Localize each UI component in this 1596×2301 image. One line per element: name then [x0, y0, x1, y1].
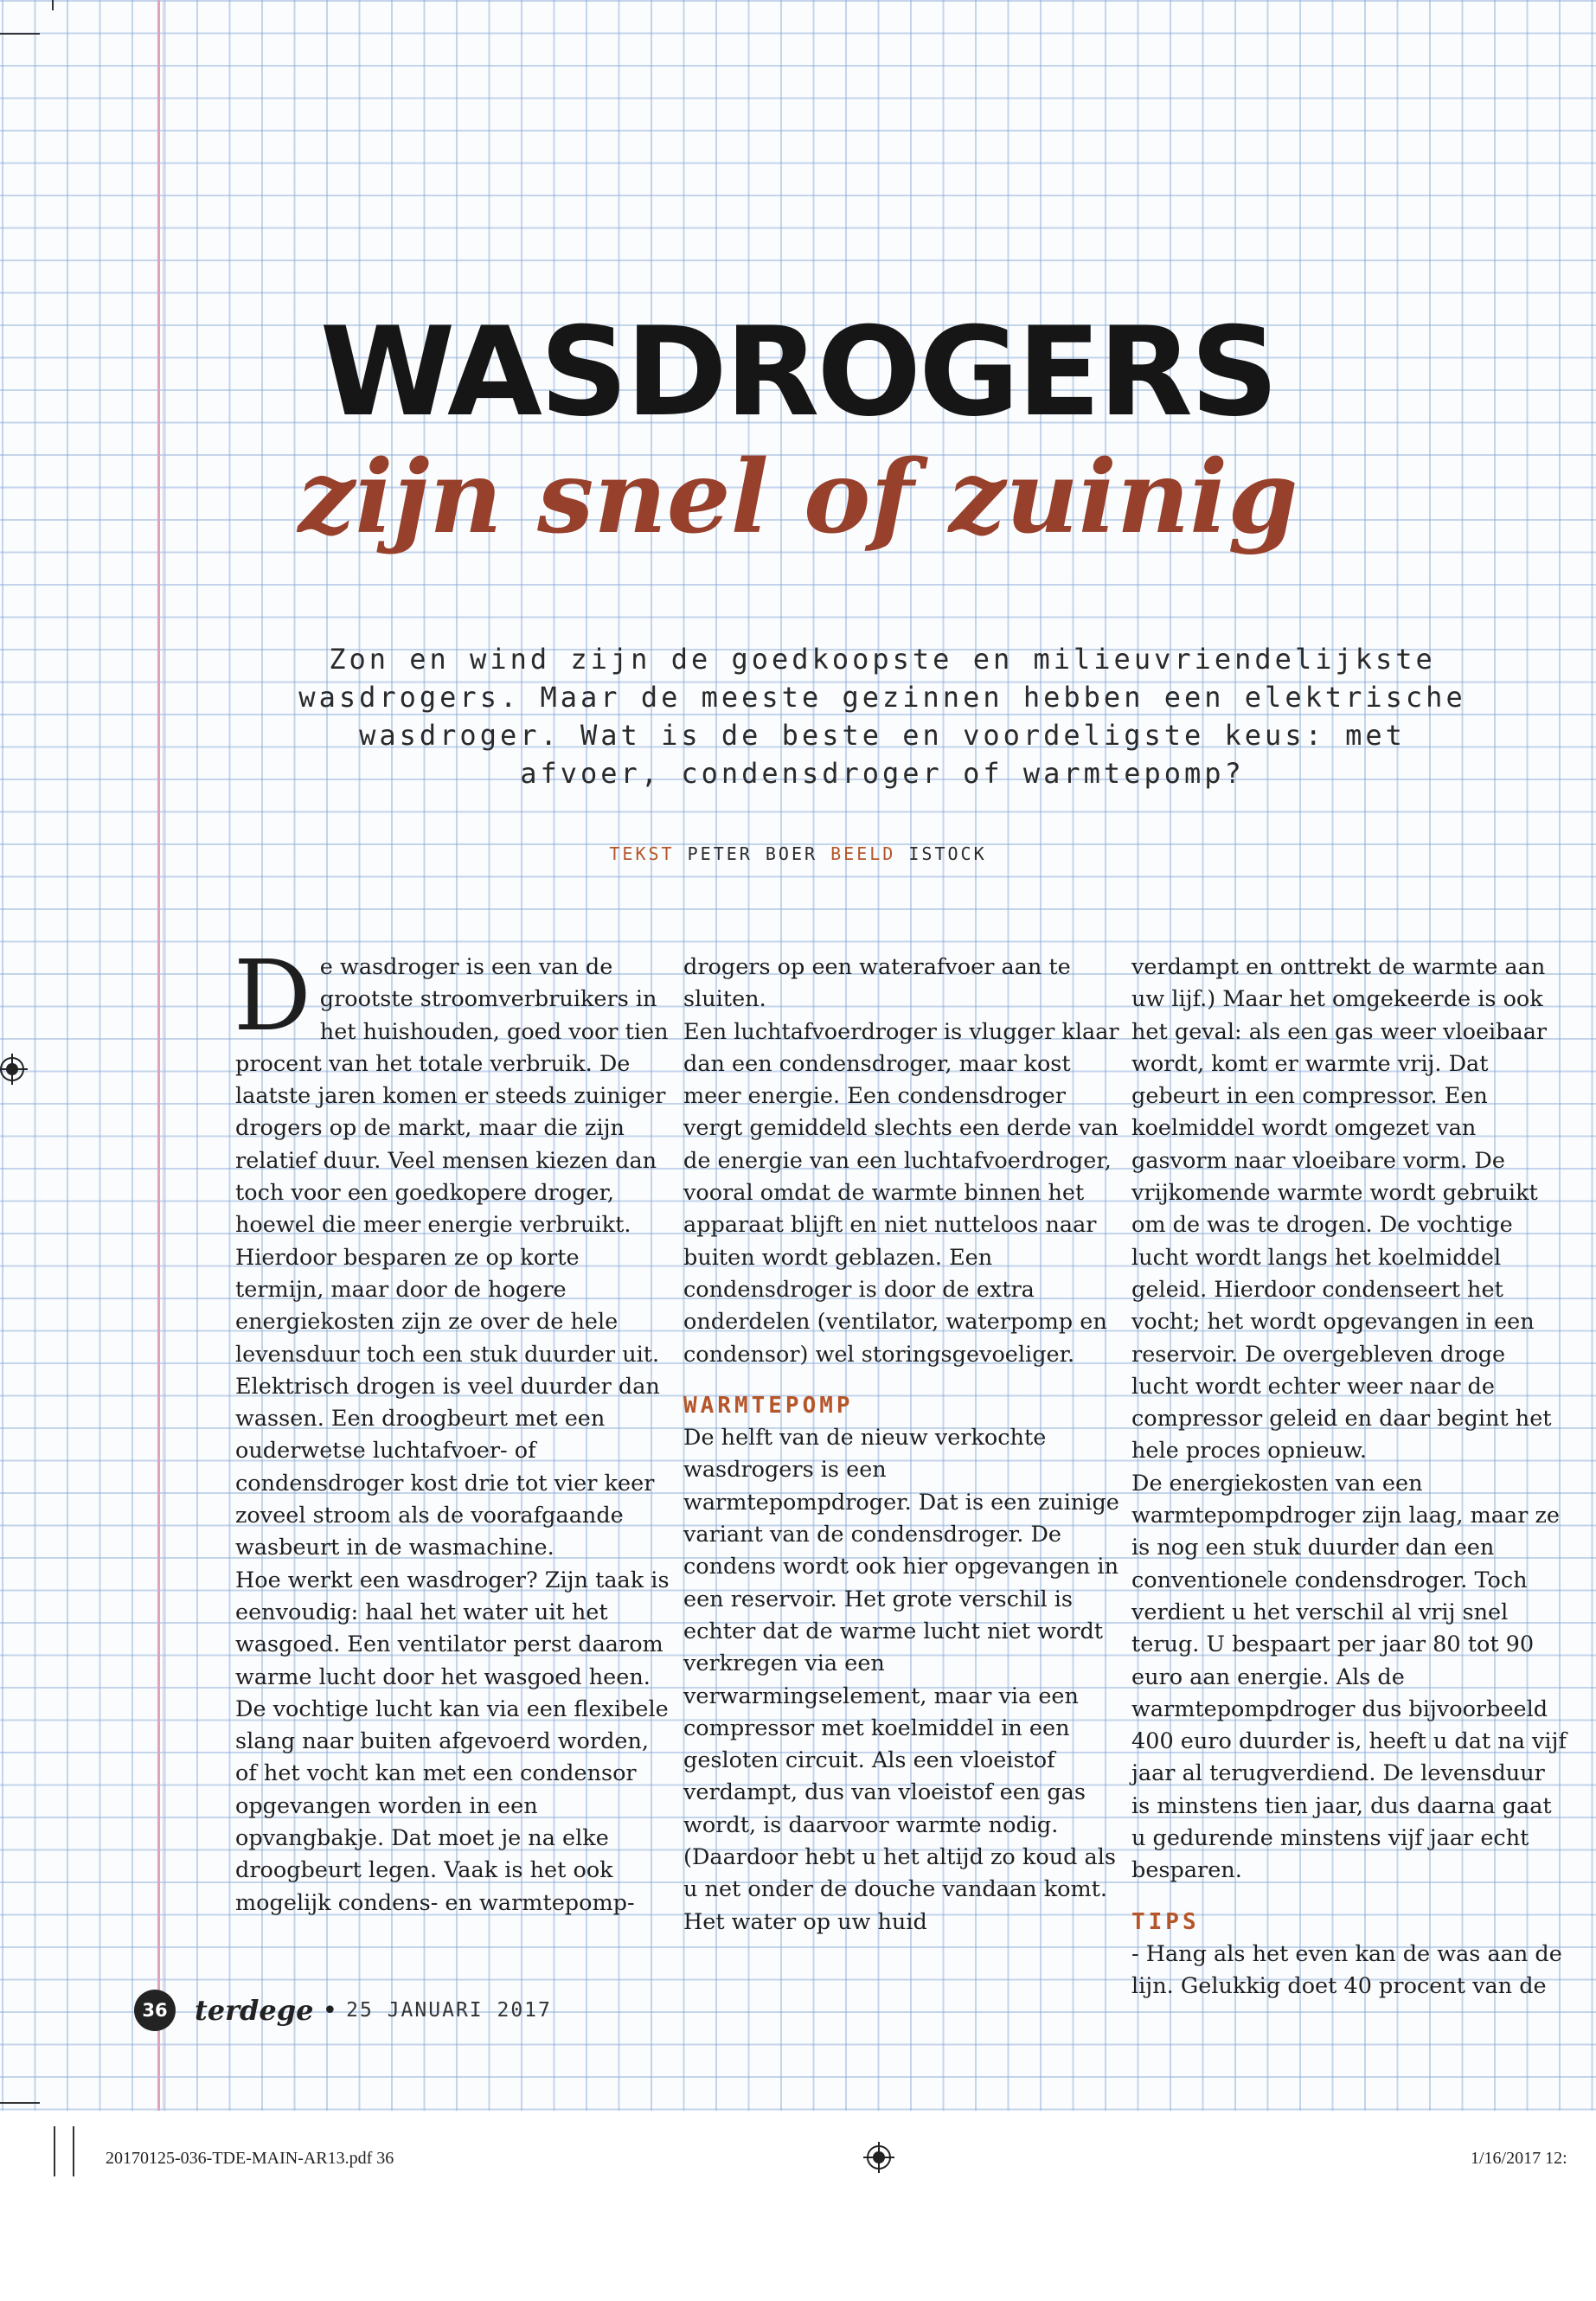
page-number-badge: 36 [134, 1990, 176, 2031]
crop-mark [54, 2126, 55, 2176]
body-column-1 [234, 940, 672, 1920]
body-paragraph: De energiekosten van een warmtepompdroger zijn laag, maar ze is nog een stuk duurder dan een conventionele condensdroger. Toch verdient u het verschil al vrij snel terug. U bespaart per jaar 80 tot 90 euro aan energie. Als de warmtepompdroger dus bijvoorbeeld 400 euro duurder is, heeft u dat na vijf jaar al terugverdiend. De levensduur is minstens tien jaar, dus daarna gaat u gedurende minstens vijf jaar echt besparen. [1131, 1470, 1567, 1884]
crop-mark [73, 2126, 74, 2176]
body-column-3 [1131, 952, 1568, 2003]
article-subtitle: zijn snel of zuinig [298, 439, 1298, 556]
body-paragraph: Een luchtafvoerdroger is vlugger klaar dan een condensdroger, maar kost meer energie. Een condensdroger vergt gemiddeld slechts een derde van de energie van een luchtafvoerdroger, vooral omdat de warmte binnen het apparaat blijft en niet nutteloos naar buiten wordt geblazen. Een condensdroger is door de extra onderdelen (ventilator, waterpomp en condensor) wel storingsgevoeliger. [683, 1018, 1119, 1368]
registration-mark-icon [0, 1054, 28, 1085]
credits-image-source: ISTOCK [908, 843, 987, 864]
crop-mark [52, 0, 54, 10]
body-paragraph: De helft van de nieuw verkochte wasdrogers is een warmtepompdroger. Dat is een zuinige variant van de condensdroger. De condens wordt ook hier opgevangen in een reservoir. Het grote verschil is echter dat de warme lucht niet wordt verkregen via een verwarmingselement, maar via een compressor met koelmiddel in een gesloten circuit. Als een vloeistof verdampt, dus van vloeistof een gas wordt, is daarvoor warmte nodig. (Daardoor hebt u het altijd zo koud als u net onder de douche vandaan komt. Het water op uw huid [683, 1425, 1119, 1935]
drop-cap: D [234, 940, 311, 1053]
body-paragraph [234, 940, 672, 1371]
paragraph-text: e wasdroger is een van de grootste stroomverbruikers in het huishouden, goed voor tien procent van het totale verbruik. De laatste jaren komen er steeds zuiniger drogers op de markt, maar die zijn relatief duur. Veel mensen kiezen dan toch voor een goedkopere droger, hoewel die meer energie verbruikt. Hierdoor besparen ze op korte termijn, maar door de hogere energiekosten zijn ze over de hele levensduur toch een stuk duurder uit. [235, 954, 669, 1368]
body-paragraph: verdampt en onttrekt de warmte aan uw lijf.) Maar het omgekeerde is ook het geval: als een gas weer vloeibaar wordt, komt er warmte vrij. Dat gebeurt in een compressor. Een koelmiddel wordt omgezet van gasvorm naar vloeibare vorm. De vrijkomende warmte wordt gebruikt om de was te drogen. De vochtige lucht wordt langs het koelmiddel geleid. Hierdoor condenseert het vocht; het wordt opgevangen in een reservoir. De overgebleven droge lucht wordt echter weer naar de compressor geleid en daar begint het hele proces opnieuw. [1131, 954, 1552, 1465]
issue-date: 25 JANUARI 2017 [346, 1999, 552, 2022]
body-paragraph: - Hang als het even kan de was aan de lijn. Gelukkig doet 40 procent van de [1131, 1940, 1562, 2000]
print-slug-filename: 20170125-036-TDE-MAIN-AR13.pdf 36 [106, 2149, 394, 2168]
body-paragraph: Elektrisch drogen is veel duurder dan wassen. Een droogbeurt met een ouderwetse luchtafvoer- of condensdroger kost drie tot vier keer zoveel stroom als de voorafgaande wasbeurt in de wasmachine. [235, 1373, 660, 1561]
section-heading-warmtepomp: WARMTEPOMP [683, 1392, 854, 1419]
print-slug-date: 1/16/2017 12: [1471, 2149, 1567, 2168]
credits-image-label: BEELD [830, 843, 896, 864]
body-column-2 [683, 952, 1120, 1939]
crop-mark [0, 33, 40, 35]
article-credits [0, 843, 1596, 864]
footer-separator: • [322, 1995, 338, 2026]
body-paragraph: drogers op een waterafvoer aan te sluiten. [683, 954, 1071, 1013]
credits-author: PETER BOER [687, 843, 818, 864]
section-heading-tips: TIPS [1131, 1908, 1200, 1935]
credits-text-label: TEKST [609, 843, 675, 864]
magazine-logo: terdege [195, 1994, 314, 2027]
page-footer [134, 1988, 552, 2033]
page-bleed-area [0, 2111, 1596, 2301]
registration-mark-icon [863, 2142, 894, 2173]
article-intro: Zon en wind zijn de goedkoopste en milieuvriendelijkste wasdrogers. Maar de meeste gezinnen hebben een elektrische wasdroger. Wat is de beste en voordeligste keus: met afvoer, condensdroger of warmtepomp? [298, 643, 1466, 790]
body-paragraph: Hoe werkt een wasdroger? Zijn taak is eenvoudig: haal het water uit het wasgoed. Een ventilator perst daarom warme lucht door het wasgoed heen. De vochtige lucht kan via een flexibele slang naar buiten afgevoerd worden, of het vocht kan met een condensor opgevangen worden in een opvangbakje. Dat moet je na elke droogbeurt legen. Vaak is het ook mogelijk condens- en warmtepomp- [235, 1567, 670, 1916]
article-title: WASDROGERS [319, 301, 1277, 444]
crop-mark [0, 2102, 40, 2104]
